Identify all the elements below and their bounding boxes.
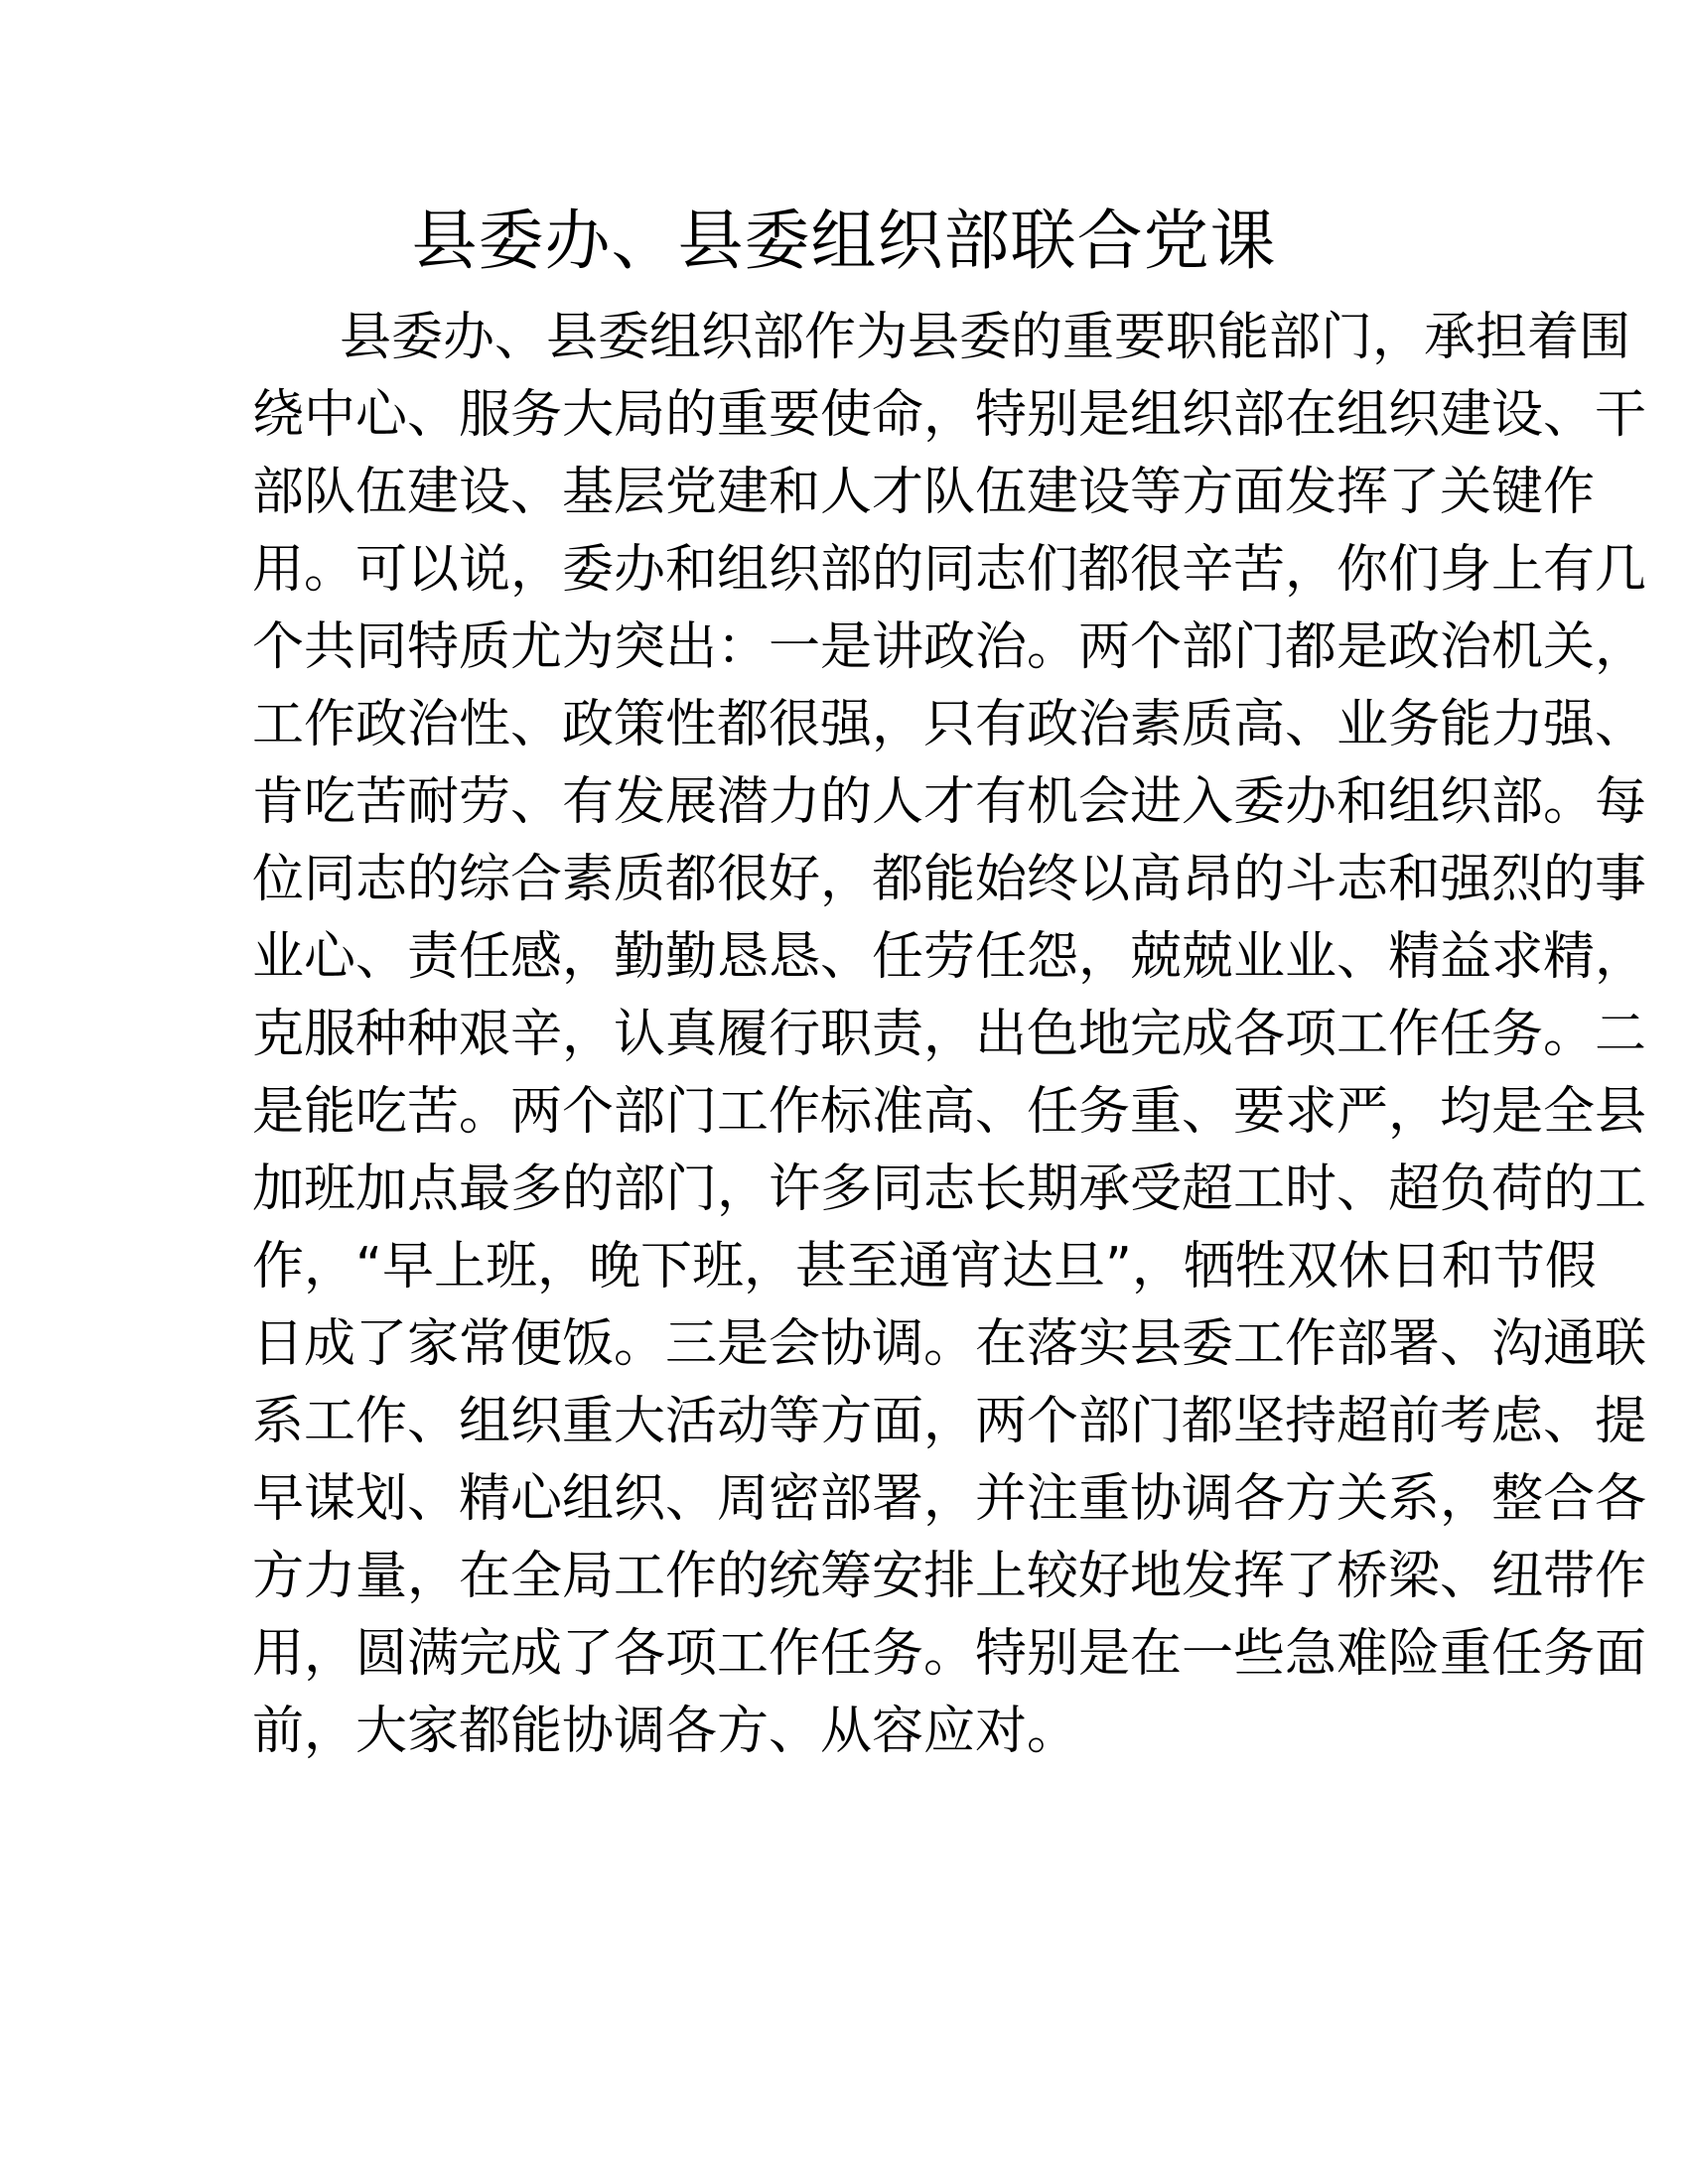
paragraph-line: 前，大家都能协调各方、从容应对。	[252, 1702, 1079, 1761]
paragraph-line: 工作政治性、政策性都很强，只有政治素质高、业务能力强、	[252, 695, 1647, 754]
paragraph-line: 肯吃苦耐劳、有发展潜力的人才有机会进入委办和组织部。每	[252, 772, 1647, 832]
paragraph-line: 县委办、县委组织部作为县委的重要职能部门，承担着围	[340, 308, 1631, 367]
paragraph-line: 加班加点最多的部门，许多同志长期承受超工时、超负荷的工	[252, 1160, 1647, 1219]
paragraph-line: 早谋划、精心组织、周密部署，并注重协调各方关系，整合各	[252, 1469, 1647, 1529]
paragraph-line: 日成了家常便饭。三是会协调。在落实县委工作部署、沟通联	[252, 1314, 1647, 1374]
paragraph-line: 是能吃苦。两个部门工作标准高、任务重、要求严，均是全县	[252, 1082, 1647, 1142]
paragraph-line: 系工作、组织重大活动等方面，两个部门都坚持超前考虑、提	[252, 1392, 1647, 1451]
paragraph-line: 用。可以说，委办和组织部的同志们都很辛苦，你们身上有几	[252, 540, 1647, 600]
paragraph-line: 业心、责任感，勤勤恳恳、任劳任怨，兢兢业业、精益求精，	[252, 927, 1647, 987]
paragraph-line: 作，“早上班，晚下班，甚至通宵达旦”，牺牲双休日和节假	[252, 1237, 1597, 1297]
paragraph-line: 方力量，在全局工作的统筹安排上较好地发挥了桥梁、纽带作	[252, 1547, 1647, 1606]
document-body	[252, 299, 1647, 1770]
document-title: 县委办、县委组织部联合党课	[411, 203, 1277, 279]
paragraph-line: 克服种种艰辛，认真履行职责，出色地完成各项工作任务。二	[252, 1005, 1647, 1064]
paragraph-line: 用，圆满完成了各项工作任务。特别是在一些急难险重任务面	[252, 1624, 1647, 1684]
paragraph-line: 位同志的综合素质都很好，都能始终以高昂的斗志和强烈的事	[252, 850, 1647, 909]
paragraph-line: 绕中心、服务大局的重要使命，特别是组织部在组织建设、干	[252, 385, 1647, 445]
paragraph-line: 部队伍建设、基层党建和人才队伍建设等方面发挥了关键作	[252, 463, 1596, 522]
paragraph-line: 个共同特质尤为突出：一是讲政治。两个部门都是政治机关，	[252, 617, 1647, 677]
